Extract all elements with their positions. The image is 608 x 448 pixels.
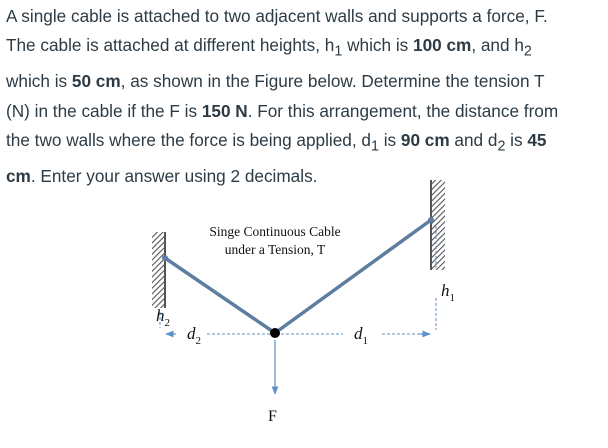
problem-line-1: A single cable is attached to two adjacent walls and supports a force, F.	[6, 6, 548, 26]
problem-text: which is	[342, 35, 414, 56]
d1-value: 90 cm	[400, 130, 450, 151]
problem-text: The cable is attached at different heights, h	[6, 35, 335, 56]
d2-subscript: 2	[497, 138, 506, 155]
problem-text: , as shown in the Figure below. Determine the tension T	[120, 71, 545, 92]
h2-value: 50 cm	[71, 71, 121, 92]
figure-caption-line-1: Singe Continuous Cable	[209, 224, 341, 239]
problem-text: , and h	[471, 35, 524, 56]
problem-text: is	[505, 130, 528, 151]
problem-text: . Enter your answer using 2 decimals.	[30, 165, 318, 186]
label-d1: $d_1$	[354, 324, 368, 347]
cable-anchor-left	[162, 255, 168, 261]
d2-unit: cm	[6, 165, 31, 186]
label-h2: $h_2$	[156, 306, 170, 329]
problem-text: . For this arrangement, the distance from	[247, 100, 559, 121]
h1-value: 100 cm	[413, 35, 472, 56]
left-wall	[152, 232, 165, 308]
force-value: 150 N	[201, 100, 248, 121]
problem-text: is	[378, 130, 401, 151]
problem-text: which is	[6, 71, 72, 92]
problem-text: the two walls where the force is being applied, d	[6, 130, 371, 151]
h2-subscript: 2	[523, 43, 532, 60]
d2-value: 45	[527, 130, 547, 151]
problem-text: and d	[449, 130, 498, 151]
load-point	[270, 328, 280, 338]
d1-subscript: 1	[370, 138, 379, 155]
figure-caption-line-2: under a Tension, T	[224, 242, 326, 257]
label-h1: $h_1$	[441, 281, 455, 304]
cable-figure	[0, 165, 608, 448]
problem-text: (N) in the cable if the F is	[6, 100, 202, 121]
problem-statement	[6, 2, 602, 191]
cable-anchor-right	[428, 217, 434, 223]
label-F: F	[268, 408, 277, 425]
right-wall	[431, 180, 445, 270]
h1-subscript: 1	[334, 43, 343, 60]
label-d2: $d_2$	[187, 324, 201, 347]
